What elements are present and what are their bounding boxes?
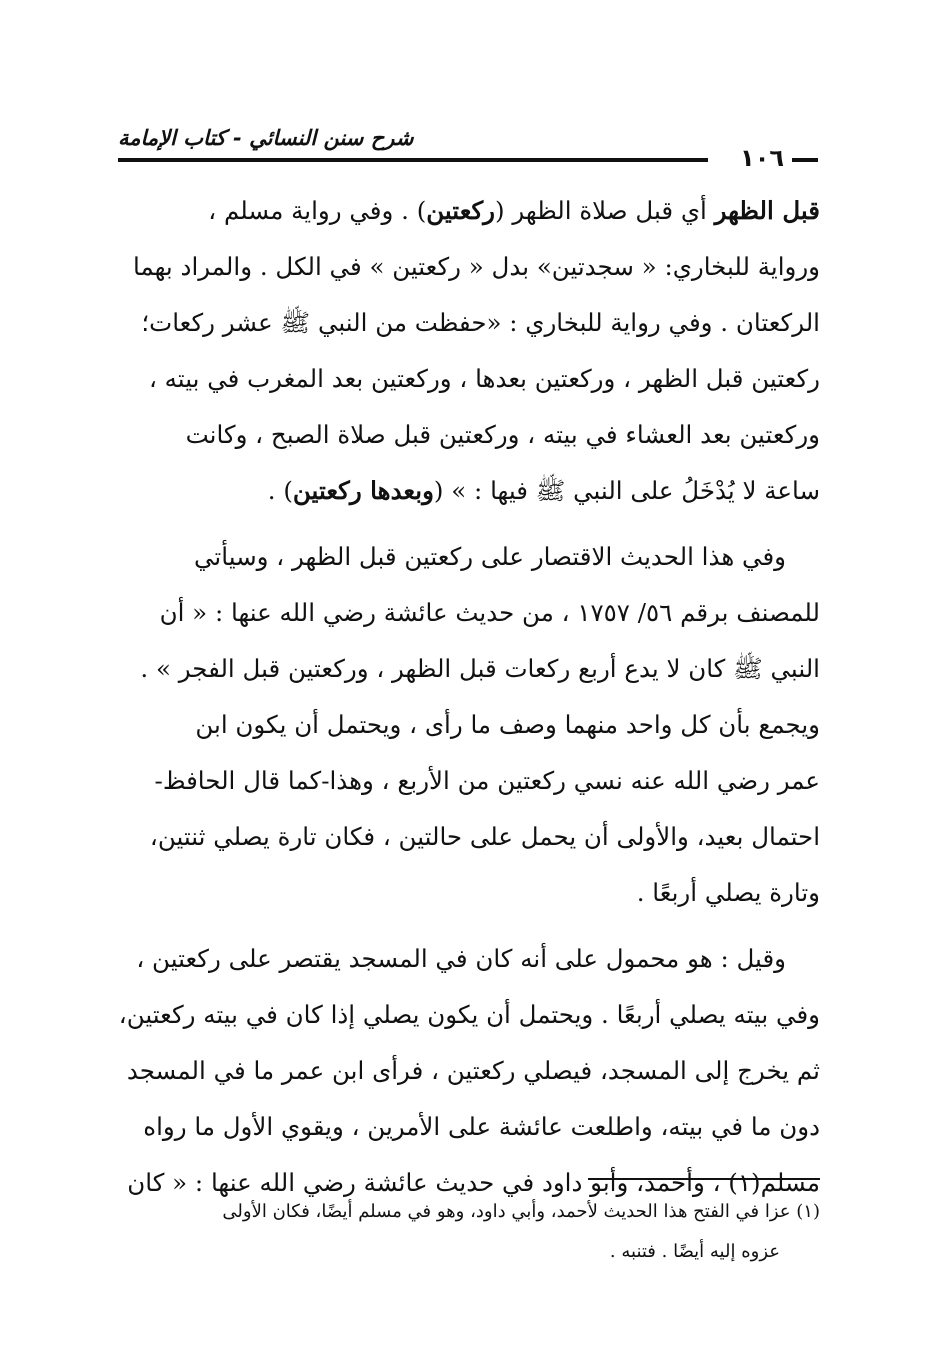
- text-line: [118, 407, 820, 463]
- text-run: وتارة يصلي أربعًا .: [636, 878, 820, 907]
- text-line: [118, 351, 820, 407]
- text-run: وفي بيته يصلي أربعًا . ويحتمل أن يكون يصلي إذا كان في بيته ركعتين،: [118, 1000, 820, 1029]
- body-text: [118, 183, 820, 1211]
- text-line: [118, 183, 820, 239]
- paragraph: [118, 931, 820, 1211]
- text-line: [118, 987, 820, 1043]
- text-line: [118, 931, 820, 987]
- text-run: النبي ﷺ كان لا يدع أربع ركعات قبل الظهر ، وركعتين قبل الفجر » .: [140, 654, 820, 683]
- text-line: [118, 529, 820, 585]
- footnote-rule: [588, 1178, 820, 1180]
- text-run: ساعة لا يُدْخَلُ على النبي ﷺ فيها : » (: [433, 476, 820, 505]
- text-run: الركعتان . وفي رواية للبخاري : «حفظت من النبي ﷺ عشر ركعات؛: [141, 308, 820, 337]
- page-number: ١٠٦: [740, 144, 784, 172]
- paragraph: [118, 183, 820, 519]
- text-run: دون ما في بيته، واطلعت عائشة على الأمرين ، ويقوي الأول ما رواه: [143, 1112, 820, 1141]
- text-run: مسلم(١) ، وأحمد، وأبو داود في حديث عائشة رضي الله عنها : « كان: [127, 1168, 820, 1197]
- text-run: للمصنف برقم ٥٦/ ١٧٥٧ ، من حديث عائشة رضي الله عنها : « أن: [159, 598, 820, 627]
- text-run: ) .: [267, 476, 293, 505]
- footnotes: [118, 1192, 820, 1272]
- text-line: [118, 585, 820, 641]
- text-run: ثم يخرج إلى المسجد، فيصلي ركعتين ، فرأى ابن عمر ما في المسجد: [126, 1056, 820, 1085]
- text-run: احتمال بعيد، والأولى أن يحمل على حالتين ، فكان تارة يصلي ثنتين،: [149, 822, 820, 851]
- bold-term: قبل الظهر: [714, 196, 820, 225]
- bold-term: ركعتين: [426, 196, 496, 225]
- text-run: ورواية للبخاري: « سجدتين» بدل « ركعتين » في الكل . والمراد بهما: [133, 252, 820, 281]
- text-line: [118, 239, 820, 295]
- text-run: ركعتين قبل الظهر ، وركعتين بعدها ، وركعتين بعد المغرب في بيته ،: [148, 364, 820, 393]
- footnote-line-1: (١) عزا في الفتح هذا الحديث لأحمد، وأبي داود، وهو في مسلم أيضًا، فكان الأولى: [222, 1201, 820, 1222]
- text-run: عمر رضي الله عنه نسي ركعتين من الأربع ، وهذا-كما قال الحافظ-: [154, 766, 820, 795]
- text-line: [118, 753, 820, 809]
- text-run: وقيل : هو محمول على أنه كان في المسجد يقتصر على ركعتين ،: [136, 944, 786, 973]
- text-run: ) . وفي رواية مسلم ،: [208, 196, 427, 225]
- bold-term: وبعدها ركعتين: [292, 476, 434, 505]
- text-run: وفي هذا الحديث الاقتصار على ركعتين قبل الظهر ، وسيأتي: [194, 542, 786, 571]
- running-title: شرح سنن النسائي - كتاب الإمامة: [118, 126, 414, 150]
- text-run: ويجمع بأن كل واحد منهما وصف ما رأى ، ويحتمل أن يكون ابن: [195, 710, 820, 739]
- page-header: [118, 120, 818, 170]
- text-line: [118, 1043, 820, 1099]
- page-number-dash: [792, 158, 818, 162]
- text-line: [118, 295, 820, 351]
- text-run: وركعتين بعد العشاء في بيته ، وركعتين قبل صلاة الصبح ، وكانت: [185, 420, 820, 449]
- text-run: أي قبل صلاة الظهر (: [495, 196, 715, 225]
- text-line: [118, 641, 820, 697]
- text-line: [118, 463, 820, 519]
- text-line: [118, 697, 820, 753]
- text-line: [118, 865, 820, 921]
- header-rule: [118, 158, 708, 162]
- text-line: [118, 809, 820, 865]
- footnote-line-2: عزوه إليه أيضًا . فتنبه .: [609, 1241, 780, 1262]
- text-line: [118, 1099, 820, 1155]
- paragraph: [118, 529, 820, 921]
